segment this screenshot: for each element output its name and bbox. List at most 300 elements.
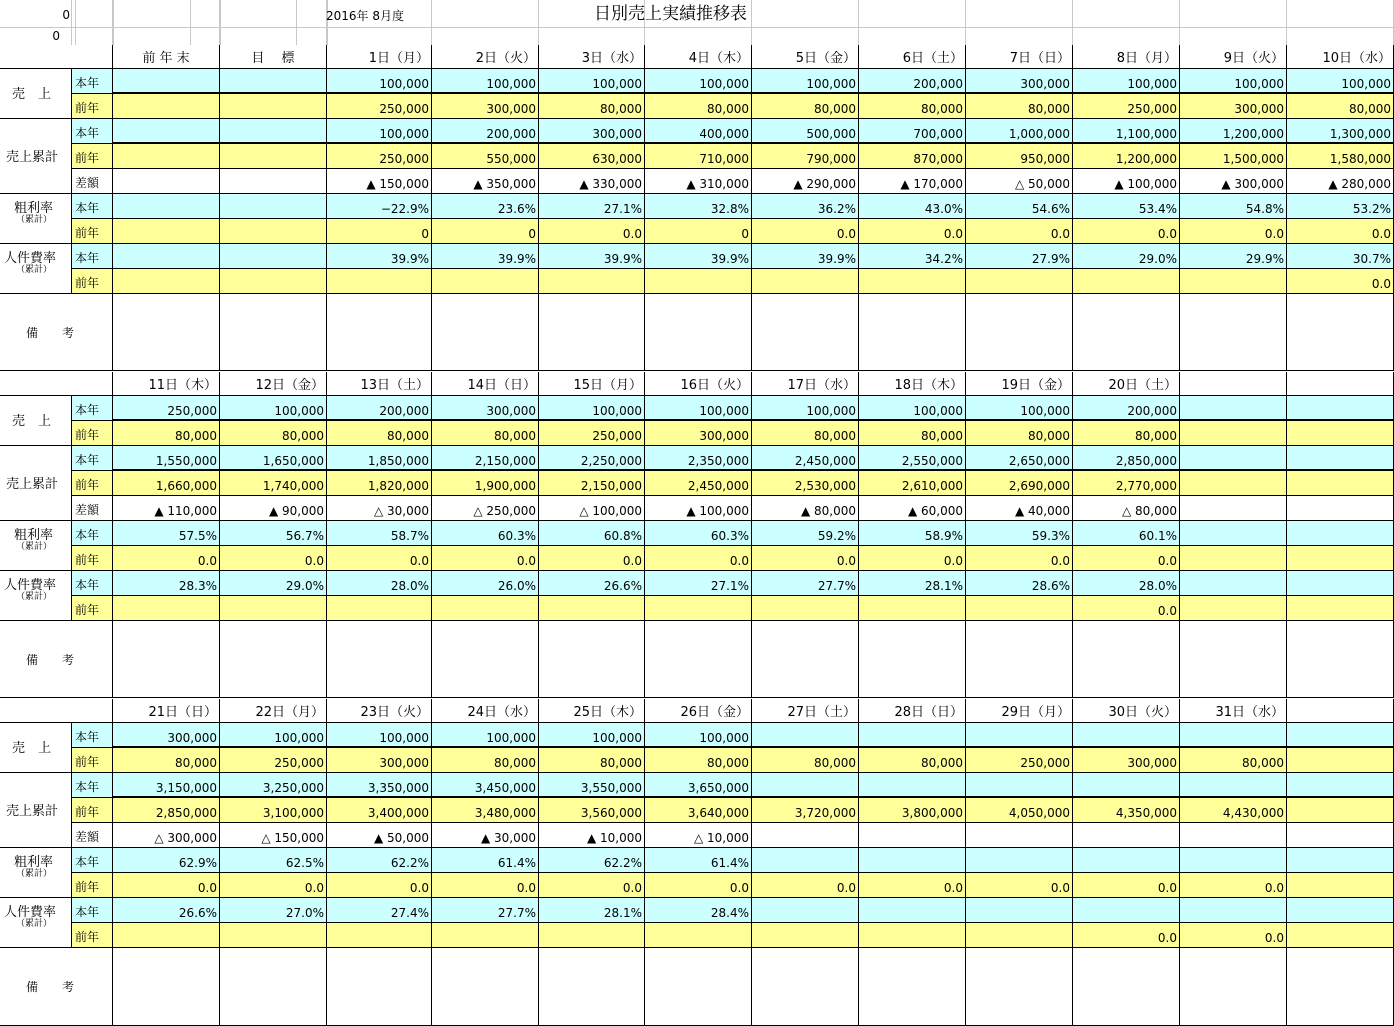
remarks-cell — [327, 621, 432, 698]
value-cell: 3,650,000 — [645, 773, 752, 798]
value-cell: 80,000 — [1180, 748, 1287, 773]
value-cell: 0.0 — [432, 546, 539, 571]
value-cell — [1287, 723, 1394, 748]
value-cell: 54.6% — [966, 194, 1073, 219]
value-cell: 80,000 — [859, 748, 966, 773]
prev-year-end-cell — [113, 94, 220, 119]
remarks-cell — [752, 948, 859, 1026]
value-cell: ▲ 90,000 — [220, 496, 327, 521]
value-cell — [966, 848, 1073, 873]
value-cell: 100,000 — [539, 723, 645, 748]
value-cell: 61.4% — [432, 848, 539, 873]
value-cell: 54.8% — [1180, 194, 1287, 219]
row-sublabel: 本年 — [72, 69, 113, 94]
value-cell: 34.2% — [859, 244, 966, 269]
value-cell: ▲ 50,000 — [327, 823, 432, 848]
row-sublabel: 本年 — [72, 194, 113, 219]
gridline — [220, 0, 221, 45]
value-cell — [1180, 546, 1287, 571]
cumulative-note: （累計） — [16, 542, 53, 552]
value-cell: 80,000 — [432, 748, 539, 773]
value-cell: 3,640,000 — [645, 798, 752, 823]
target-cell — [220, 219, 327, 244]
sheet-title: 日別売上実績推移表 — [594, 4, 747, 24]
gridline — [965, 0, 966, 45]
gridline — [296, 0, 297, 45]
value-cell — [1287, 748, 1394, 773]
value-cell: 0.0 — [327, 546, 432, 571]
column-target: 目 標 — [220, 45, 327, 69]
value-cell: 3,800,000 — [859, 798, 966, 823]
prev-year-end-cell — [113, 144, 220, 169]
group-label-labor-rate — [0, 571, 72, 621]
value-cell: 0.0 — [859, 546, 966, 571]
day-header: 11日（木） — [113, 372, 220, 396]
value-cell: 28.4% — [645, 898, 752, 923]
target-cell — [220, 269, 327, 294]
value-cell: 0.0 — [220, 873, 327, 898]
remarks-cell — [1073, 621, 1180, 698]
row-sublabel: 前年 — [72, 219, 113, 244]
value-cell — [966, 898, 1073, 923]
day-header — [1287, 372, 1394, 396]
value-cell — [859, 269, 966, 294]
value-cell: 1,850,000 — [327, 446, 432, 471]
value-cell: 61.4% — [645, 848, 752, 873]
group-label-text: 粗利率 — [14, 528, 54, 543]
day-header: 3日（水） — [539, 45, 645, 69]
remarks-cell — [645, 294, 752, 371]
remarks-cell — [1287, 948, 1394, 1026]
value-cell: 100,000 — [1073, 69, 1180, 94]
value-cell — [327, 596, 432, 621]
value-cell — [113, 923, 220, 948]
value-cell: △ 30,000 — [327, 496, 432, 521]
row-sublabel: 前年 — [72, 798, 113, 823]
value-cell: 3,450,000 — [432, 773, 539, 798]
value-cell: ▲ 30,000 — [432, 823, 539, 848]
value-cell: 80,000 — [752, 421, 859, 446]
prev-year-end-cell — [113, 69, 220, 94]
value-cell: 26.0% — [432, 571, 539, 596]
remarks-cell — [220, 621, 327, 698]
value-cell — [432, 269, 539, 294]
value-cell: △ 250,000 — [432, 496, 539, 521]
value-cell — [1180, 823, 1287, 848]
value-cell — [1180, 521, 1287, 546]
day-header: 15日（月） — [539, 372, 645, 396]
value-cell: 250,000 — [327, 144, 432, 169]
value-cell — [539, 923, 645, 948]
remarks-cell — [432, 621, 539, 698]
group-label-text: 人件費率 — [4, 578, 57, 593]
value-cell: 2,850,000 — [113, 798, 220, 823]
value-cell: 28.1% — [859, 571, 966, 596]
row-sublabel: 前年 — [72, 923, 113, 948]
value-cell: 80,000 — [859, 421, 966, 446]
value-cell: 27.7% — [432, 898, 539, 923]
value-cell — [966, 923, 1073, 948]
value-cell — [752, 848, 859, 873]
value-cell: 58.7% — [327, 521, 432, 546]
value-cell: 0.0 — [966, 873, 1073, 898]
value-cell: 39.9% — [539, 244, 645, 269]
row-sublabel: 前年 — [72, 144, 113, 169]
value-cell: 80,000 — [113, 748, 220, 773]
gridline — [1286, 0, 1287, 45]
value-cell: 28.3% — [113, 571, 220, 596]
day-header: 10日（水） — [1287, 45, 1394, 69]
value-cell: 3,560,000 — [539, 798, 645, 823]
value-cell — [1180, 446, 1287, 471]
group-label-labor-rate — [0, 244, 72, 294]
group-label-text: 売 上 — [12, 741, 52, 756]
value-cell: 4,350,000 — [1073, 798, 1180, 823]
value-cell — [1287, 471, 1394, 496]
value-cell — [859, 923, 966, 948]
value-cell: 80,000 — [752, 748, 859, 773]
value-cell: 0.0 — [645, 873, 752, 898]
row-sublabel: 本年 — [72, 773, 113, 798]
value-cell — [752, 898, 859, 923]
value-cell: 2,250,000 — [539, 446, 645, 471]
day-header: 25日（木） — [539, 699, 645, 723]
value-cell: 0.0 — [1073, 873, 1180, 898]
prev-year-end-cell — [113, 219, 220, 244]
value-cell — [1180, 848, 1287, 873]
day-header: 5日（金） — [752, 45, 859, 69]
value-cell — [645, 923, 752, 948]
day-header: 18日（木） — [859, 372, 966, 396]
row-sublabel: 本年 — [72, 396, 113, 421]
value-cell: 3,350,000 — [327, 773, 432, 798]
value-cell — [966, 723, 1073, 748]
row-sublabel: 前年 — [72, 421, 113, 446]
value-cell: 300,000 — [1180, 94, 1287, 119]
value-cell: 0.0 — [1073, 596, 1180, 621]
remarks-cell — [752, 621, 859, 698]
value-cell: 29.0% — [220, 571, 327, 596]
value-cell — [1180, 496, 1287, 521]
value-cell: 27.7% — [752, 571, 859, 596]
remarks-cell — [966, 294, 1073, 371]
remarks-cell — [432, 294, 539, 371]
day-header: 14日（日） — [432, 372, 539, 396]
prev-year-end-cell — [113, 169, 220, 194]
value-cell — [1073, 773, 1180, 798]
remarks-cell — [1180, 294, 1287, 371]
value-cell: ▲ 310,000 — [645, 169, 752, 194]
prev-year-end-cell — [113, 194, 220, 219]
value-cell: 250,000 — [539, 421, 645, 446]
value-cell: ▲ 350,000 — [432, 169, 539, 194]
value-cell: 60.8% — [539, 521, 645, 546]
value-cell: ▲ 60,000 — [859, 496, 966, 521]
day-header: 29日（月） — [966, 699, 1073, 723]
value-cell: 0 — [645, 219, 752, 244]
day-header: 26日（金） — [645, 699, 752, 723]
value-cell: 0.0 — [966, 546, 1073, 571]
value-cell: 28.1% — [539, 898, 645, 923]
value-cell: 0.0 — [539, 873, 645, 898]
value-cell — [859, 898, 966, 923]
prev-year-end-cell — [113, 269, 220, 294]
group-label-gross-margin — [0, 194, 72, 244]
value-cell: 790,000 — [752, 144, 859, 169]
value-cell: 80,000 — [1287, 94, 1394, 119]
value-cell — [752, 923, 859, 948]
gridline — [1072, 0, 1073, 45]
day-header: 2日（火） — [432, 45, 539, 69]
day-header: 17日（水） — [752, 372, 859, 396]
remarks-label: 備 考 — [0, 294, 113, 371]
value-cell: 2,650,000 — [966, 446, 1073, 471]
value-cell — [220, 923, 327, 948]
value-cell — [859, 723, 966, 748]
value-cell: 57.5% — [113, 521, 220, 546]
day-header: 21日（日） — [113, 699, 220, 723]
row-sublabel: 本年 — [72, 119, 113, 144]
gridline — [113, 0, 114, 45]
cumulative-note: （累計） — [16, 919, 53, 929]
value-cell: 1,000,000 — [966, 119, 1073, 144]
value-cell: 2,450,000 — [645, 471, 752, 496]
gridline — [75, 0, 76, 45]
value-cell: 100,000 — [220, 396, 327, 421]
group-label-sales — [0, 396, 72, 446]
value-cell: 80,000 — [966, 421, 1073, 446]
remarks-cell — [113, 948, 220, 1026]
header-corner — [0, 372, 113, 396]
row-sublabel: 本年 — [72, 848, 113, 873]
cell-a2: 0 — [52, 29, 60, 43]
row-sublabel: 差額 — [72, 823, 113, 848]
target-cell — [220, 94, 327, 119]
value-cell: 2,350,000 — [645, 446, 752, 471]
remarks-cell — [539, 294, 645, 371]
row-sublabel: 前年 — [72, 94, 113, 119]
day-header: 13日（土） — [327, 372, 432, 396]
value-cell: 550,000 — [432, 144, 539, 169]
value-cell: 0.0 — [1073, 923, 1180, 948]
value-cell: 300,000 — [966, 69, 1073, 94]
group-label-text: 売 上 — [12, 87, 52, 102]
value-cell — [1180, 471, 1287, 496]
day-header: 1日（月） — [327, 45, 432, 69]
value-cell: 710,000 — [645, 144, 752, 169]
row-sublabel: 差額 — [72, 496, 113, 521]
group-label-text: 売上累計 — [6, 150, 59, 165]
value-cell: 2,150,000 — [539, 471, 645, 496]
value-cell: 250,000 — [220, 748, 327, 773]
value-cell: 0.0 — [752, 873, 859, 898]
value-cell — [1180, 596, 1287, 621]
day-header: 19日（金） — [966, 372, 1073, 396]
value-cell: 0.0 — [1287, 219, 1394, 244]
value-cell: 39.9% — [327, 244, 432, 269]
value-cell: 2,530,000 — [752, 471, 859, 496]
row-sublabel: 本年 — [72, 244, 113, 269]
value-cell: 2,550,000 — [859, 446, 966, 471]
value-cell: 3,480,000 — [432, 798, 539, 823]
value-cell: 0.0 — [220, 546, 327, 571]
value-cell: 0.0 — [432, 873, 539, 898]
value-cell: △ 10,000 — [645, 823, 752, 848]
value-cell: 100,000 — [539, 69, 645, 94]
row-sublabel: 前年 — [72, 748, 113, 773]
value-cell: 0.0 — [1180, 219, 1287, 244]
value-cell: 300,000 — [1073, 748, 1180, 773]
remarks-cell — [539, 948, 645, 1026]
value-cell: 0 — [432, 219, 539, 244]
value-cell: 26.6% — [113, 898, 220, 923]
value-cell: 60.3% — [432, 521, 539, 546]
value-cell: 30.7% — [1287, 244, 1394, 269]
remarks-cell — [752, 294, 859, 371]
cell-a1: 0 — [62, 8, 70, 22]
remarks-cell — [1073, 948, 1180, 1026]
value-cell — [327, 269, 432, 294]
value-cell: 630,000 — [539, 144, 645, 169]
value-cell: 250,000 — [966, 748, 1073, 773]
value-cell — [1180, 723, 1287, 748]
remarks-label: 備 考 — [0, 621, 113, 698]
value-cell — [752, 596, 859, 621]
value-cell: 2,610,000 — [859, 471, 966, 496]
value-cell: △ 300,000 — [113, 823, 220, 848]
group-label-gross-margin — [0, 521, 72, 571]
gridline — [1179, 0, 1180, 45]
group-label-cumulative-sales — [0, 119, 72, 194]
value-cell: 39.9% — [432, 244, 539, 269]
remarks-cell — [859, 621, 966, 698]
value-cell: 27.1% — [645, 571, 752, 596]
value-cell: 29.9% — [1180, 244, 1287, 269]
value-cell: 0.0 — [1287, 269, 1394, 294]
cumulative-note: （累計） — [16, 592, 53, 602]
value-cell: ▲ 100,000 — [645, 496, 752, 521]
value-cell: 59.2% — [752, 521, 859, 546]
value-cell: 100,000 — [752, 69, 859, 94]
value-cell: 80,000 — [752, 94, 859, 119]
value-cell — [1180, 269, 1287, 294]
group-label-sales — [0, 69, 72, 119]
value-cell: 29.0% — [1073, 244, 1180, 269]
value-cell: 62.5% — [220, 848, 327, 873]
value-cell — [539, 596, 645, 621]
value-cell — [1073, 723, 1180, 748]
value-cell: 300,000 — [327, 748, 432, 773]
target-cell — [220, 144, 327, 169]
value-cell — [752, 723, 859, 748]
cumulative-note: （累計） — [16, 265, 53, 275]
group-label-text: 売 上 — [12, 414, 52, 429]
value-cell: 100,000 — [966, 396, 1073, 421]
value-cell: 950,000 — [966, 144, 1073, 169]
value-cell: 60.1% — [1073, 521, 1180, 546]
header-corner — [0, 45, 113, 69]
row-sublabel: 本年 — [72, 898, 113, 923]
value-cell: 32.8% — [645, 194, 752, 219]
value-cell: 1,740,000 — [220, 471, 327, 496]
value-cell — [1287, 773, 1394, 798]
remarks-cell — [1073, 294, 1180, 371]
value-cell: 0.0 — [539, 546, 645, 571]
value-cell — [1180, 773, 1287, 798]
value-cell: 0.0 — [752, 219, 859, 244]
value-cell: 200,000 — [327, 396, 432, 421]
value-cell: 80,000 — [859, 94, 966, 119]
value-cell: 3,250,000 — [220, 773, 327, 798]
value-cell — [1073, 823, 1180, 848]
target-cell — [220, 169, 327, 194]
value-cell: 2,770,000 — [1073, 471, 1180, 496]
gridline — [190, 0, 191, 45]
value-cell: 27.9% — [966, 244, 1073, 269]
value-cell: 100,000 — [220, 723, 327, 748]
value-cell: △ 50,000 — [966, 169, 1073, 194]
value-cell: 0.0 — [645, 546, 752, 571]
value-cell: 80,000 — [966, 94, 1073, 119]
day-header: 16日（火） — [645, 372, 752, 396]
value-cell: 4,050,000 — [966, 798, 1073, 823]
remarks-cell — [859, 294, 966, 371]
value-cell: 80,000 — [645, 748, 752, 773]
day-header: 12日（金） — [220, 372, 327, 396]
value-cell — [859, 848, 966, 873]
year-month-label: 2016年 8月度 — [326, 9, 404, 23]
value-cell: ▲ 330,000 — [539, 169, 645, 194]
value-cell: 27.0% — [220, 898, 327, 923]
value-cell: 43.0% — [859, 194, 966, 219]
target-cell — [220, 119, 327, 144]
row-sublabel: 本年 — [72, 723, 113, 748]
value-cell: 0.0 — [327, 873, 432, 898]
value-cell: 1,820,000 — [327, 471, 432, 496]
group-label-labor-rate — [0, 898, 72, 948]
value-cell: 300,000 — [432, 396, 539, 421]
value-cell: 27.4% — [327, 898, 432, 923]
value-cell — [1287, 596, 1394, 621]
value-cell: ▲ 100,000 — [1073, 169, 1180, 194]
row-sublabel: 前年 — [72, 471, 113, 496]
value-cell — [859, 773, 966, 798]
value-cell: 62.9% — [113, 848, 220, 873]
day-header: 24日（水） — [432, 699, 539, 723]
value-cell: 56.7% — [220, 521, 327, 546]
value-cell — [1287, 571, 1394, 596]
gridline — [858, 0, 859, 45]
day-header: 6日（土） — [859, 45, 966, 69]
remarks-cell — [1180, 948, 1287, 1026]
value-cell: ▲ 170,000 — [859, 169, 966, 194]
value-cell: 100,000 — [752, 396, 859, 421]
value-cell: 1,660,000 — [113, 471, 220, 496]
cumulative-note: （累計） — [16, 215, 53, 225]
value-cell: 80,000 — [1073, 421, 1180, 446]
value-cell — [966, 773, 1073, 798]
value-cell: 0.0 — [1180, 923, 1287, 948]
value-cell: 200,000 — [859, 69, 966, 94]
day-header: 9日（火） — [1180, 45, 1287, 69]
remarks-cell — [327, 294, 432, 371]
value-cell: 100,000 — [432, 723, 539, 748]
value-cell: 53.4% — [1073, 194, 1180, 219]
value-cell: 1,550,000 — [113, 446, 220, 471]
value-cell: 300,000 — [539, 119, 645, 144]
value-cell — [432, 596, 539, 621]
value-cell: 80,000 — [220, 421, 327, 446]
